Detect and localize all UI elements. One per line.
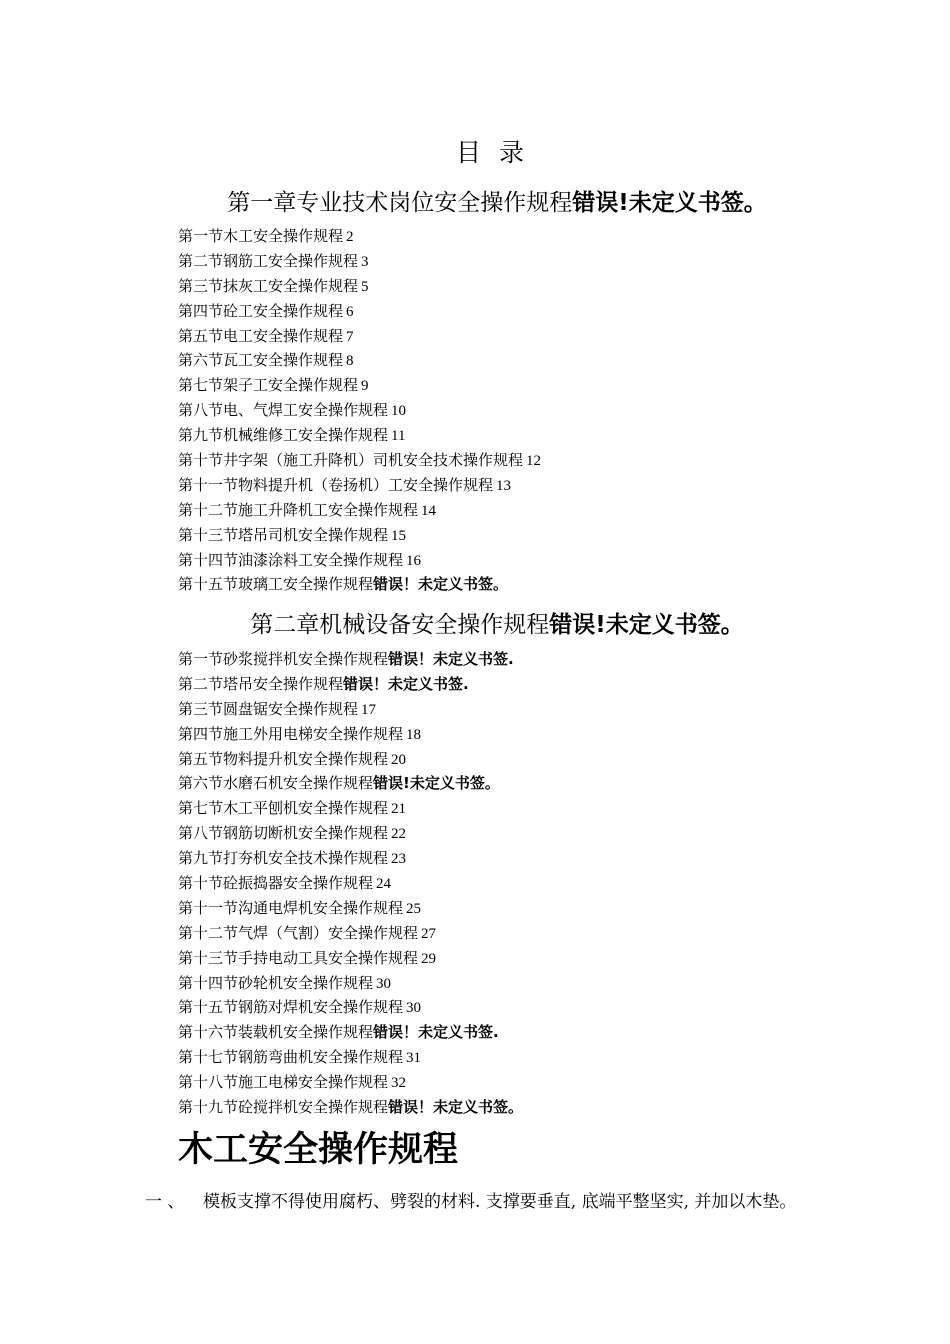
toc-entry-title: 第一节木工安全操作规程 <box>178 227 344 245</box>
toc-entry-title: 第四节施工外用电梯安全操作规程 <box>178 724 404 743</box>
toc-entry-title: 第三节圆盘锯安全操作规程 <box>178 699 359 718</box>
toc-entry[interactable] <box>178 572 541 597</box>
chapter-1-error: 错误!未定义书签。 <box>572 190 767 216</box>
chapter-1-toc-list <box>178 224 541 597</box>
toc-entry-title: 第十二节气焊（气割）安全操作规程 <box>178 923 419 942</box>
toc-entry[interactable] <box>178 896 523 921</box>
toc-entry[interactable] <box>178 523 541 548</box>
toc-entry-title: 第二节钢筋工安全操作规程 <box>178 251 359 270</box>
toc-entry-error: 错误！未定义书签. <box>373 1023 499 1042</box>
toc-entry-title: 第六节水磨石机安全操作规程 <box>178 774 374 793</box>
toc-entry-title: 第五节电工安全操作规程 <box>178 326 344 345</box>
toc-entry[interactable] <box>178 846 523 871</box>
toc-entry-title: 第十九节砼搅拌机安全操作规程 <box>178 1098 389 1117</box>
toc-entry-title: 第四节砼工安全操作规程 <box>178 301 344 320</box>
paragraph-text: 模板支撑不得使用腐朽、劈裂的材料. 支撑要垂直, 底端平整坚实, 并加以木垫。 <box>203 1192 797 1212</box>
chapter-2-title-text: 第二章机械设备安全操作规程 <box>250 612 550 638</box>
toc-entry-title: 第十三节手持电动工具安全操作规程 <box>178 948 419 967</box>
toc-entry-page-number: 25 <box>406 900 422 917</box>
toc-entry-title: 第十二节施工升降机工安全操作规程 <box>178 500 419 519</box>
toc-entry[interactable] <box>178 1045 523 1070</box>
toc-entry[interactable] <box>178 299 541 324</box>
toc-entry-title: 第十五节玻璃工安全操作规程 <box>178 575 374 594</box>
toc-entry[interactable] <box>178 473 541 498</box>
toc-entry-title: 第二节塔吊安全操作规程 <box>178 674 344 693</box>
toc-entry-title: 第六节瓦工安全操作规程 <box>178 351 344 370</box>
toc-entry-page-number: 2 <box>346 229 354 245</box>
toc-entry-page-number: 29 <box>421 950 437 967</box>
toc-entry-title: 第十节砼振捣器安全操作规程 <box>178 874 374 893</box>
chapter-1-title <box>22 184 950 217</box>
toc-entry-page-number: 8 <box>346 353 354 370</box>
toc-entry-page-number: 22 <box>391 826 407 843</box>
toc-entry-error: 错误！未定义书签。 <box>388 1098 524 1117</box>
toc-entry-title: 第十八节施工电梯安全操作规程 <box>178 1073 389 1092</box>
toc-entry[interactable] <box>178 821 523 846</box>
toc-entry-page-number: 11 <box>391 428 406 445</box>
paragraph-marker: 一 、 <box>145 1192 185 1212</box>
toc-entry-page-number: 17 <box>361 701 377 718</box>
toc-entry-page-number: 23 <box>391 851 407 868</box>
toc-entry[interactable] <box>178 348 541 373</box>
toc-entry[interactable] <box>178 249 541 274</box>
toc-entry-title: 第十三节塔吊司机安全操作规程 <box>178 525 389 544</box>
toc-entry[interactable] <box>178 423 541 448</box>
toc-entry[interactable] <box>178 324 541 349</box>
toc-entry-page-number: 9 <box>361 378 369 395</box>
chapter-1-title-text: 第一章专业技术岗位安全操作规程 <box>227 190 573 216</box>
toc-entry[interactable] <box>178 498 541 523</box>
toc-entry-title: 第十七节钢筋弯曲机安全操作规程 <box>178 1048 404 1067</box>
toc-entry-page-number: 7 <box>346 328 354 345</box>
toc-entry-page-number: 3 <box>361 253 369 270</box>
toc-entry-title: 第十节井字架（施工升降机）司机安全技术操作规程 <box>178 451 524 470</box>
toc-entry-page-number: 13 <box>496 477 512 494</box>
toc-entry[interactable] <box>178 946 523 971</box>
toc-entry-title: 第九节机械维修工安全操作规程 <box>178 426 389 445</box>
toc-entry[interactable] <box>178 373 541 398</box>
toc-entry-title: 第十四节油漆涂料工安全操作规程 <box>178 550 404 569</box>
toc-entry[interactable] <box>178 274 541 299</box>
toc-entry-page-number: 27 <box>421 925 437 942</box>
toc-entry[interactable] <box>178 1095 523 1120</box>
toc-entry[interactable] <box>178 722 523 747</box>
toc-entry-page-number: 10 <box>391 403 407 420</box>
toc-entry[interactable] <box>178 921 523 946</box>
toc-entry-page-number: 30 <box>376 975 392 992</box>
toc-entry[interactable] <box>178 548 541 573</box>
toc-entry[interactable] <box>178 796 523 821</box>
toc-entry[interactable] <box>178 647 523 672</box>
toc-entry-error: 错误！未定义书签. <box>343 674 469 693</box>
toc-entry[interactable] <box>178 1070 523 1095</box>
toc-entry-title: 第十五节钢筋对焊机安全操作规程 <box>178 998 404 1017</box>
chapter-2-error: 错误!未定义书签。 <box>549 612 744 638</box>
toc-entry[interactable] <box>178 224 541 249</box>
toc-entry-title: 第十一节物料提升机（卷扬机）工安全操作规程 <box>178 475 494 494</box>
toc-entry[interactable] <box>178 995 523 1020</box>
toc-entry-title: 第十一节沟通电焊机安全操作规程 <box>178 898 404 917</box>
toc-entry-title: 第三节抹灰工安全操作规程 <box>178 276 359 295</box>
toc-entry-error: 错误！未定义书签. <box>388 650 514 668</box>
toc-entry[interactable] <box>178 971 523 996</box>
toc-entry-title: 第九节打夯机安全技术操作规程 <box>178 849 389 868</box>
toc-entry-error: 错误!未定义书签。 <box>373 774 500 793</box>
toc-entry-page-number: 30 <box>406 1000 422 1017</box>
toc-entry-page-number: 20 <box>391 751 407 768</box>
toc-entry[interactable] <box>178 672 523 697</box>
toc-entry-title: 第八节电、气焊工安全操作规程 <box>178 401 389 420</box>
toc-entry-page-number: 24 <box>376 876 392 893</box>
toc-entry-page-number: 12 <box>526 453 542 470</box>
toc-entry[interactable] <box>178 1020 523 1045</box>
toc-entry-title: 第八节钢筋切断机安全操作规程 <box>178 824 389 843</box>
chapter-2-toc-list <box>178 647 523 1120</box>
toc-entry-title: 第十四节砂轮机安全操作规程 <box>178 973 374 992</box>
toc-entry-page-number: 18 <box>406 726 422 743</box>
toc-entry-title: 第七节架子工安全操作规程 <box>178 376 359 395</box>
section-heading: 木工安全操作规程 <box>178 1130 459 1170</box>
toc-title: 目录 <box>455 138 542 167</box>
toc-entry-title: 第七节木工平刨机安全操作规程 <box>178 799 389 818</box>
toc-entry-title: 第五节物料提升机安全操作规程 <box>178 749 389 768</box>
toc-entry-page-number: 31 <box>406 1050 422 1067</box>
toc-entry[interactable] <box>178 398 541 423</box>
chapter-2-title <box>22 606 950 639</box>
toc-entry[interactable] <box>178 871 523 896</box>
paragraph <box>145 1187 905 1212</box>
toc-entry-page-number: 14 <box>421 502 437 519</box>
toc-entry-title: 第十六节装载机安全操作规程 <box>178 1023 374 1042</box>
toc-entry-page-number: 6 <box>346 303 354 320</box>
toc-entry[interactable] <box>178 697 523 722</box>
toc-entry-page-number: 16 <box>406 552 422 569</box>
toc-entry-page-number: 21 <box>391 801 407 818</box>
toc-entry[interactable] <box>178 448 541 473</box>
toc-entry-page-number: 32 <box>391 1075 407 1092</box>
toc-entry-page-number: 15 <box>391 527 407 544</box>
toc-entry[interactable] <box>178 771 523 796</box>
toc-entry-title: 第一节砂浆搅拌机安全操作规程 <box>178 650 389 668</box>
toc-entry-page-number: 5 <box>361 278 369 295</box>
toc-entry[interactable] <box>178 747 523 772</box>
toc-entry-error: 错误！未定义书签。 <box>373 575 509 594</box>
